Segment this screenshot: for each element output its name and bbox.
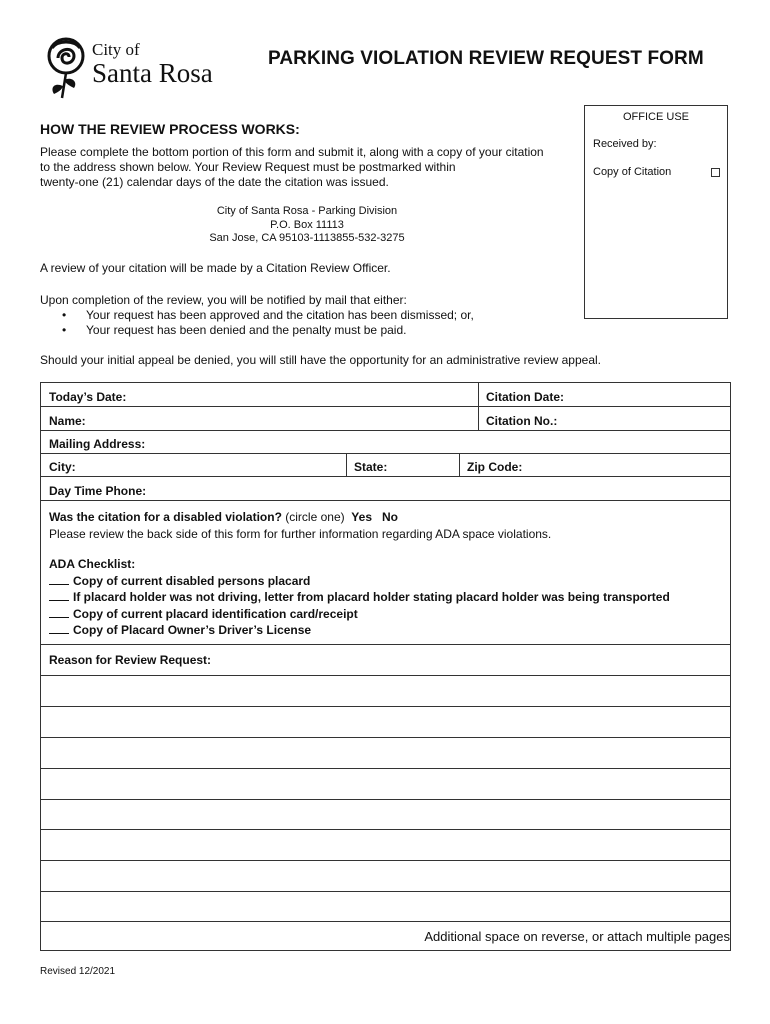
- checklist-blank[interactable]: [49, 573, 69, 585]
- checklist-item[interactable]: [49, 622, 670, 639]
- name-field[interactable]: Name:: [49, 414, 86, 428]
- checklist-item[interactable]: [49, 606, 670, 623]
- mailing-address-block: [40, 205, 574, 246]
- row-divider: [41, 500, 730, 501]
- row-divider: [41, 860, 730, 861]
- copy-of-citation-checkbox[interactable]: [711, 168, 720, 177]
- row-divider: [41, 406, 730, 407]
- address-line: P.O. Box 11113: [270, 218, 344, 231]
- review-request-form: [40, 382, 731, 951]
- rose-icon: [44, 36, 90, 102]
- bullet-icon: •: [62, 308, 67, 322]
- row-divider: [41, 430, 730, 431]
- row-divider: [41, 921, 730, 922]
- completion-lead: Upon completion of the review, you will be notified by mail that either:: [40, 293, 407, 307]
- bullet-icon: •: [62, 323, 67, 337]
- intro-line: to the address shown below. Your Review Request must be postmarked within: [40, 160, 456, 174]
- checklist-blank[interactable]: [49, 606, 69, 618]
- list-item: [62, 323, 474, 338]
- intro-line: twenty-one (21) calendar days of the date the citation was issued.: [40, 175, 389, 189]
- row-divider: [41, 737, 730, 738]
- section-heading: HOW THE REVIEW PROCESS WORKS:: [40, 121, 300, 137]
- mailing-address-field[interactable]: Mailing Address:: [49, 437, 146, 451]
- outcome-text: Your request has been approved and the citation has been dismissed; or,: [86, 308, 474, 322]
- checklist-item[interactable]: [49, 589, 670, 606]
- row-divider: [41, 675, 730, 676]
- checklist-item[interactable]: [49, 573, 670, 590]
- reason-for-review-field[interactable]: Reason for Review Request:: [49, 653, 212, 667]
- list-item: [62, 308, 474, 323]
- todays-date-field[interactable]: Today’s Date:: [49, 390, 127, 404]
- address-line: San Jose, CA 95103-1113855-532-3275: [209, 232, 405, 244]
- outcome-list: [62, 308, 474, 338]
- checklist-text: Copy of current placard identification card/receipt: [73, 606, 358, 621]
- intro-paragraph: [40, 145, 580, 190]
- office-use-heading: OFFICE USE: [622, 111, 689, 123]
- state-field[interactable]: State:: [354, 460, 388, 474]
- row-divider: [41, 891, 730, 892]
- logo-city-text: City of: [92, 40, 140, 59]
- additional-space-note: Additional space on reverse, or attach multiple pages: [424, 929, 730, 944]
- row-divider: [41, 644, 730, 645]
- logo-name-text: Santa Rosa: [92, 58, 213, 88]
- column-divider: [459, 453, 460, 476]
- ada-note: Please review the back side of this form for further information regarding ADA space violations.: [49, 526, 552, 541]
- appeal-note: Should your initial appeal be denied, you will still have the opportunity for an administrative review appeal.: [40, 353, 601, 367]
- row-divider: [41, 453, 730, 454]
- intro-line: Please complete the bottom portion of this form and submit it, along with a copy of your citation: [40, 145, 544, 159]
- office-copy-label: Copy of Citation: [593, 166, 672, 178]
- row-divider: [41, 768, 730, 769]
- checklist-text: Copy of current disabled persons placard: [73, 573, 311, 588]
- row-divider: [41, 706, 730, 707]
- revision-date: Revised 12/2021: [40, 966, 116, 977]
- address-line: City of Santa Rosa - Parking Division: [216, 205, 398, 217]
- yes-option[interactable]: Yes: [351, 510, 372, 524]
- citation-number-field[interactable]: Citation No.:: [486, 414, 558, 428]
- checklist-text: Copy of Placard Owner’s Driver’s License: [73, 623, 312, 637]
- city-field[interactable]: City:: [49, 460, 76, 474]
- checklist-blank[interactable]: [49, 589, 69, 601]
- city-logo: [44, 36, 214, 102]
- zip-code-field[interactable]: Zip Code:: [467, 460, 523, 474]
- outcome-text: Your request has been denied and the penalty must be paid.: [86, 323, 407, 337]
- no-option[interactable]: No: [382, 510, 399, 524]
- disabled-question: [49, 509, 670, 526]
- ada-checklist-title: ADA Checklist:: [49, 557, 136, 571]
- form-title: PARKING VIOLATION REVIEW REQUEST FORM: [268, 48, 704, 69]
- review-note: A review of your citation will be made by a Citation Review Officer.: [40, 261, 391, 275]
- citation-date-field[interactable]: Citation Date:: [486, 390, 564, 404]
- row-divider: [41, 476, 730, 477]
- checklist-blank[interactable]: [49, 622, 69, 634]
- disabled-question-text: Was the citation for a disabled violation?: [49, 510, 282, 524]
- row-divider: [41, 799, 730, 800]
- office-use-box: [584, 105, 728, 319]
- day-phone-field[interactable]: Day Time Phone:: [49, 484, 147, 498]
- column-divider: [346, 453, 347, 476]
- column-divider: [478, 383, 479, 430]
- checklist-text: If placard holder was not driving, letter from placard holder stating placard holder was being transported: [73, 590, 670, 604]
- circle-one-note: (circle one): [285, 510, 345, 524]
- ada-section: [49, 509, 670, 639]
- office-received-label: Received by:: [593, 138, 657, 150]
- row-divider: [41, 829, 730, 830]
